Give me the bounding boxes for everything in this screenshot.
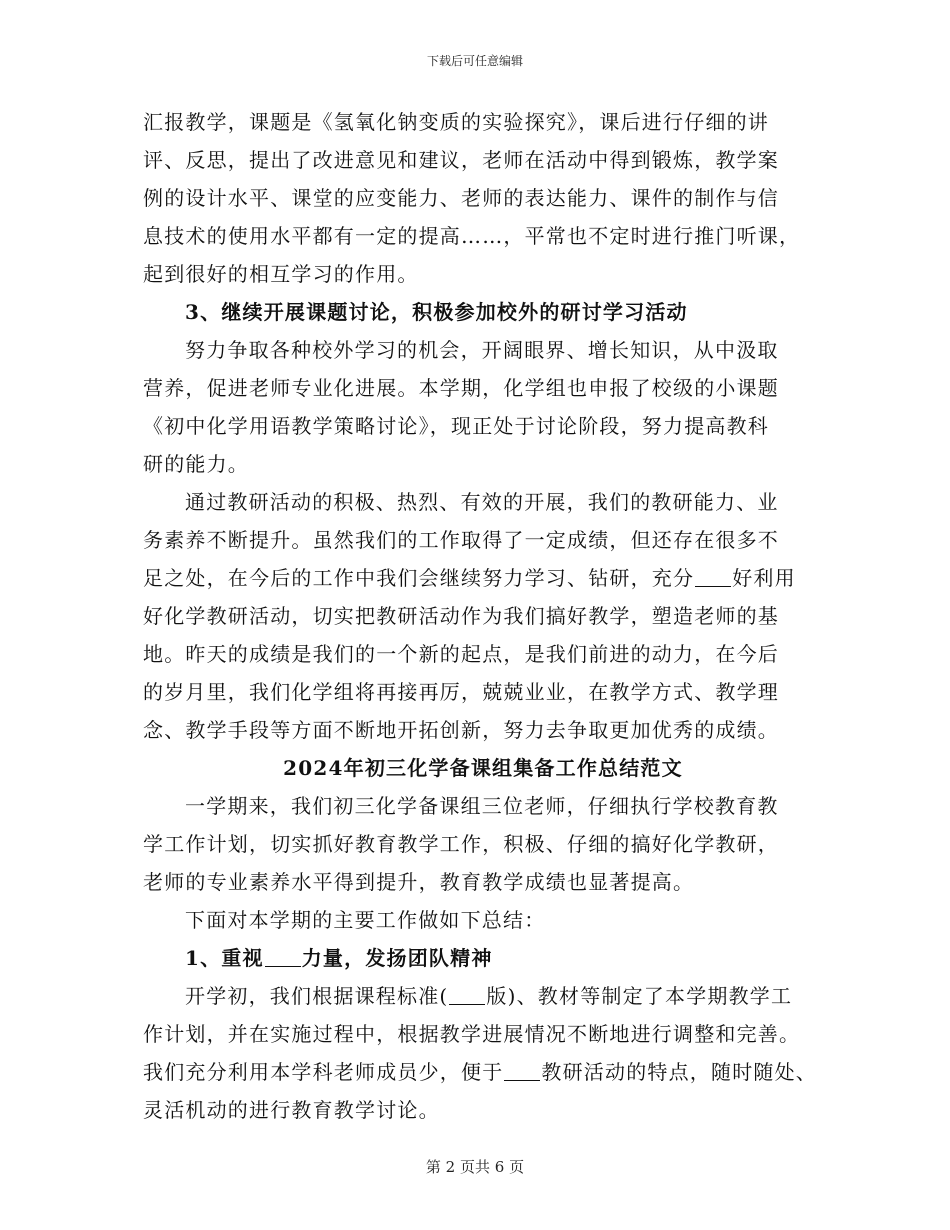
paragraph-line: 例的设计水平、课堂的应变能力、老师的表达能力、课件的制作与信 bbox=[143, 186, 779, 210]
paragraph-line: 务素养不断提升。虽然我们的工作取得了一定成绩，但还存在很多不 bbox=[143, 528, 779, 552]
document-body bbox=[143, 103, 823, 1129]
paragraph-line: 通过教研活动的积极、热烈、有效的开展，我们的教研能力、业 bbox=[185, 490, 779, 514]
fill-blank bbox=[449, 982, 485, 1005]
fill-blank bbox=[504, 1058, 540, 1081]
page-header: 下载后可任意编辑 bbox=[426, 54, 523, 68]
paragraph-line: 老师的专业素养水平得到提升，教育教学成绩也显著提高。 bbox=[143, 870, 695, 894]
paragraph-line: 地。昨天的成绩是我们的一个新的起点，是我们前进的动力，在今后 bbox=[143, 642, 779, 666]
line-segment: 足之处，在今后的工作中我们会继续努力学习、钻研，充分 bbox=[143, 566, 695, 590]
paragraph-line bbox=[143, 559, 823, 597]
paragraph-line: 学工作计划，切实抓好教育教学工作，积极、仔细的搞好化学教研， bbox=[143, 832, 779, 856]
document-title: 2024年初三化学备课组集备工作总结范文 bbox=[283, 756, 683, 780]
paragraph-line: 营养，促进老师专业化进展。本学期，化学组也申报了校级的小课题 bbox=[143, 376, 779, 400]
section-heading: 3、继续开展课题讨论，积极参加校外的研讨学习活动 bbox=[185, 300, 688, 324]
paragraph-line: 《初中化学用语教学策略讨论》，现正处于讨论阶段，努力提高教科 bbox=[143, 414, 769, 438]
paragraph-line: 评、反思，提出了改进意见和建议，老师在活动中得到锻炼，教学案 bbox=[143, 148, 779, 172]
line-segment: 版)、教材等制定了本学期教学工 bbox=[486, 984, 793, 1008]
line-segment: 教研活动的特点，随时随处、 bbox=[541, 1060, 818, 1084]
page-footer: 第 2 页共 6 页 bbox=[425, 1158, 525, 1176]
paragraph-line bbox=[143, 977, 823, 1015]
line-segment: 好利用 bbox=[732, 566, 796, 590]
paragraph-line: 汇报教学，课题是《氢氧化钠变质的实验探究》，课后进行仔细的讲 bbox=[143, 110, 769, 134]
line-segment: 开学初，我们根据课程标准( bbox=[185, 984, 449, 1008]
paragraph-line: 的岁月里，我们化学组将再接再厉，兢兢业业，在教学方式、教学理 bbox=[143, 680, 779, 704]
paragraph-line bbox=[143, 1053, 823, 1091]
paragraph-line: 息技术的使用水平都有一定的提高……，平常也不定时进行推门听课， bbox=[143, 224, 801, 248]
paragraph-line: 作计划，并在实施过程中，根据教学进展情况不断地进行调整和完善。 bbox=[143, 1022, 801, 1046]
section-heading bbox=[143, 939, 823, 977]
line-segment: 1、重视 bbox=[185, 946, 264, 970]
paragraph-line: 下面对本学期的主要工作做如下总结： bbox=[185, 908, 546, 932]
paragraph-line: 起到很好的相互学习的作用。 bbox=[143, 262, 419, 286]
paragraph-line: 努力争取各种校外学习的机会，开阔眼界、增长知识，从中汲取 bbox=[185, 338, 779, 362]
paragraph-line: 灵活机动的进行教育教学讨论。 bbox=[143, 1098, 440, 1122]
fill-blank bbox=[265, 944, 301, 967]
paragraph-line: 念、教学手段等方面不断地开拓创新，努力去争取更加优秀的成绩。 bbox=[143, 718, 779, 742]
paragraph-line: 研的能力。 bbox=[143, 452, 249, 476]
line-segment: 我们充分利用本学科老师成员少，便于 bbox=[143, 1060, 504, 1084]
line-segment: 力量，发扬团队精神 bbox=[301, 946, 493, 970]
paragraph-line: 一学期来，我们初三化学备课组三位老师，仔细执行学校教育教 bbox=[185, 794, 779, 818]
paragraph-line: 好化学教研活动，切实把教研活动作为我们搞好教学，塑造老师的基 bbox=[143, 604, 779, 628]
fill-blank bbox=[695, 564, 731, 587]
